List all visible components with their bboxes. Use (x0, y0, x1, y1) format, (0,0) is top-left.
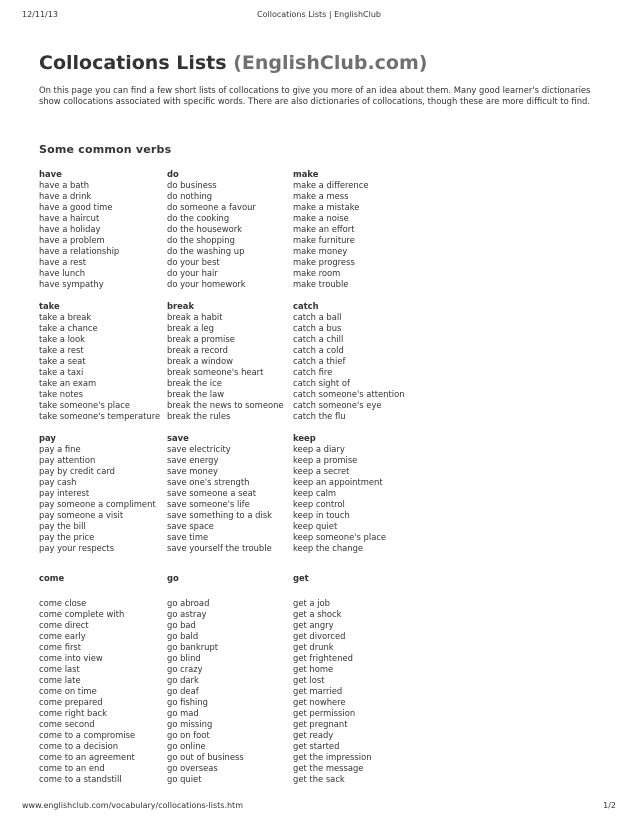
verb-group (39, 300, 609, 422)
collocation-item: go out of business (167, 752, 244, 762)
collocation-column (167, 180, 293, 290)
collocation-item: break the news to someone (167, 400, 284, 410)
collocation-item: save time (167, 532, 209, 542)
collocation-item: catch fire (293, 367, 333, 377)
verb-header: break (167, 301, 195, 311)
print-date: 12/11/13 (22, 10, 58, 19)
collocation-item: save money (167, 466, 218, 476)
collocation-item: get the sack (293, 774, 345, 784)
page-title-main: Collocations Lists (39, 52, 227, 74)
collocation-item: take a look (39, 334, 86, 344)
collocation-item: do nothing (167, 191, 213, 201)
collocation-item: come into view (39, 653, 103, 663)
collocation-item: do the cooking (167, 213, 230, 223)
collocation-item: get home (293, 664, 334, 674)
collocation-item: keep an appointment (293, 477, 383, 487)
collocation-item: come close (39, 598, 87, 608)
collocation-item: save one's strength (167, 477, 250, 487)
collocation-item: catch someone's eye (293, 400, 382, 410)
collocation-item: save someone's life (167, 499, 250, 509)
collocation-item: make room (293, 268, 341, 278)
collocation-item: take notes (39, 389, 84, 399)
collocation-item: pay someone a compliment (39, 499, 156, 509)
intro-paragraph: On this page you can find a few short lists of collocations to give you more of an idea about them. Many good learner's dictionaries show collocations associated with specific words. There are also dictionaries of collocations, though these are more difficult to find. (39, 85, 591, 106)
collocation-item: do the housework (167, 224, 243, 234)
collocation-item: do your homework (167, 279, 246, 289)
verb-header: do (167, 169, 179, 179)
collocation-item: break a window (167, 356, 233, 366)
collocation-column (167, 312, 293, 422)
collocation-item: go quiet (167, 774, 202, 784)
collocation-item: do someone a favour (167, 202, 256, 212)
collocation-item: keep the change (293, 543, 364, 553)
collocation-item: catch a bus (293, 323, 342, 333)
collocation-item: pay the price (39, 532, 95, 542)
collocation-item: save energy (167, 455, 219, 465)
collocation-item: go missing (167, 719, 213, 729)
collocation-item: make a mistake (293, 202, 360, 212)
collocation-item: go bankrupt (167, 642, 219, 652)
collocation-item: get permission (293, 708, 356, 718)
collocation-item: get divorced (293, 631, 346, 641)
verb-group (39, 432, 609, 554)
collocation-item: go abroad (167, 598, 210, 608)
collocation-item: go on foot (167, 730, 210, 740)
verb-header: save (167, 433, 189, 443)
collocation-item: make furniture (293, 235, 355, 245)
collocation-item: keep a promise (293, 455, 358, 465)
collocation-item: go deaf (167, 686, 199, 696)
collocation-item: catch a cold (293, 345, 344, 355)
collocation-table (39, 168, 609, 795)
collocation-item: get married (293, 686, 343, 696)
collocation-item: have a problem (39, 235, 105, 245)
verb-header: get (293, 573, 309, 583)
collocation-item: have a rest (39, 257, 87, 267)
collocation-item: break a promise (167, 334, 235, 344)
collocation-item: get frightened (293, 653, 353, 663)
collocation-item: catch a chill (293, 334, 344, 344)
page-title-site: (EnglishClub.com) (233, 52, 428, 74)
collocation-item: break a habit (167, 312, 223, 322)
collocation-item: do your best (167, 257, 220, 267)
collocation-item: keep calm (293, 488, 337, 498)
collocation-item: come second (39, 719, 95, 729)
collocation-item: have a haircut (39, 213, 100, 223)
verb-header: catch (293, 301, 319, 311)
collocation-item: pay interest (39, 488, 90, 498)
collocation-item: take a seat (39, 356, 86, 366)
collocation-item: catch the flu (293, 411, 346, 421)
collocation-item: break the rules (167, 411, 231, 421)
collocation-item: have sympathy (39, 279, 104, 289)
collocation-item: get drunk (293, 642, 334, 652)
collocation-item: get a shock (293, 609, 342, 619)
collocation-column (167, 444, 293, 554)
collocation-item: catch a ball (293, 312, 342, 322)
collocation-item: get ready (293, 730, 334, 740)
collocation-item: pay a fine (39, 444, 81, 454)
collocation-item: have a drink (39, 191, 92, 201)
verb-header: come (39, 573, 65, 583)
collocation-item: go blind (167, 653, 201, 663)
collocation-item: pay attention (39, 455, 96, 465)
section-title: Some common verbs (39, 143, 172, 156)
collocation-item: come first (39, 642, 82, 652)
collocation-item: pay your respects (39, 543, 115, 553)
collocation-item: take a rest (39, 345, 84, 355)
collocation-item: come to an end (39, 763, 105, 773)
verb-header-row (39, 300, 609, 312)
collocation-item: come to an agreement (39, 752, 135, 762)
footer-url: www.englishclub.com/vocabulary/collocations-lists.htm (22, 801, 243, 810)
verb-header-row (39, 572, 609, 584)
collocation-item: save something to a disk (167, 510, 272, 520)
collocation-item: keep in touch (293, 510, 350, 520)
collocation-item: take someone's place (39, 400, 131, 410)
verb-header: make (293, 169, 319, 179)
collocation-column (293, 180, 463, 290)
collocation-item: go dark (167, 675, 199, 685)
collocation-item: keep quiet (293, 521, 338, 531)
collocation-item: go astray (167, 609, 207, 619)
collocation-column (39, 312, 167, 422)
collocation-item: make a mess (293, 191, 349, 201)
collocation-item: make trouble (293, 279, 349, 289)
verb-group (39, 572, 609, 785)
collocation-column (39, 598, 167, 785)
collocation-column (39, 180, 167, 290)
collocation-item: come last (39, 664, 80, 674)
collocation-item: pay by credit card (39, 466, 115, 476)
print-header (22, 10, 616, 24)
collocation-item: go overseas (167, 763, 218, 773)
collocation-item: pay cash (39, 477, 77, 487)
collocation-item: break someone's heart (167, 367, 264, 377)
collocation-item: go bald (167, 631, 199, 641)
collocation-item: get nowhere (293, 697, 346, 707)
verb-header: go (167, 573, 179, 583)
verb-group (39, 168, 609, 290)
collocation-item: go online (167, 741, 206, 751)
collocation-item: get pregnant (293, 719, 348, 729)
collocation-item: come on time (39, 686, 97, 696)
collocation-item: save someone a seat (167, 488, 257, 498)
verb-header: have (39, 169, 62, 179)
collocation-item: pay the bill (39, 521, 86, 531)
collocation-item: do your hair (167, 268, 218, 278)
collocation-item: take a chance (39, 323, 98, 333)
collocation-item: make money (293, 246, 348, 256)
collocation-item: keep someone's place (293, 532, 387, 542)
collocation-item: keep a diary (293, 444, 345, 454)
verb-header-row (39, 168, 609, 180)
collocation-item: make an effort (293, 224, 355, 234)
collocation-item: pay someone a visit (39, 510, 124, 520)
verb-header: take (39, 301, 60, 311)
verb-header: keep (293, 433, 316, 443)
collocation-item: break the ice (167, 378, 222, 388)
collocation-item: come early (39, 631, 86, 641)
collocation-item: come to a standstill (39, 774, 122, 784)
collocation-item: keep a secret (293, 466, 350, 476)
collocation-column (167, 598, 293, 785)
collocation-item: take an exam (39, 378, 97, 388)
collocation-item: get the message (293, 763, 364, 773)
collocation-column (293, 312, 463, 422)
collocation-item: break a record (167, 345, 228, 355)
collocation-item: make progress (293, 257, 355, 267)
collocation-column (293, 598, 463, 785)
collocation-item: catch sight of (293, 378, 350, 388)
collocation-column (39, 444, 167, 554)
collocation-item: break a leg (167, 323, 214, 333)
collocation-item: get started (293, 741, 340, 751)
collocation-item: have lunch (39, 268, 86, 278)
collocation-item: have a good time (39, 202, 113, 212)
page-title (39, 52, 427, 74)
collocation-item: do the washing up (167, 246, 245, 256)
collocation-item: do the shopping (167, 235, 235, 245)
collocation-item: go crazy (167, 664, 203, 674)
collocation-item: save space (167, 521, 214, 531)
page-number: 1/2 (603, 801, 616, 810)
collocation-item: make a difference (293, 180, 369, 190)
collocation-item: have a relationship (39, 246, 120, 256)
collocation-item: go mad (167, 708, 199, 718)
collocation-item: come right back (39, 708, 107, 718)
collocation-item: have a holiday (39, 224, 101, 234)
collocation-item: take someone's temperature (39, 411, 161, 421)
collocation-item: break the law (167, 389, 225, 399)
collocation-item: save yourself the trouble (167, 543, 272, 553)
collocation-item: catch someone's attention (293, 389, 405, 399)
print-footer (22, 801, 616, 813)
verb-header: pay (39, 433, 56, 443)
collocation-item: come prepared (39, 697, 103, 707)
collocation-item: come to a decision (39, 741, 119, 751)
collocation-item: make a noise (293, 213, 349, 223)
collocation-item: get lost (293, 675, 325, 685)
collocation-item: get a job (293, 598, 330, 608)
collocation-item: get angry (293, 620, 334, 630)
collocation-item: save electricity (167, 444, 231, 454)
collocation-item: go fishing (167, 697, 208, 707)
collocation-item: catch a thief (293, 356, 346, 366)
collocation-item: have a bath (39, 180, 90, 190)
collocation-item: come direct (39, 620, 89, 630)
collocation-item: keep control (293, 499, 345, 509)
collocation-item: take a taxi (39, 367, 84, 377)
collocation-item: come late (39, 675, 81, 685)
collocation-item: come complete with (39, 609, 125, 619)
collocation-item: take a break (39, 312, 92, 322)
verb-header-row (39, 432, 609, 444)
print-page-title: Collocations Lists | EnglishClub (257, 10, 381, 19)
collocation-item: get the impression (293, 752, 372, 762)
collocation-item: do business (167, 180, 217, 190)
collocation-item: come to a compromise (39, 730, 136, 740)
collocation-column (293, 444, 463, 554)
collocation-item: go bad (167, 620, 196, 630)
